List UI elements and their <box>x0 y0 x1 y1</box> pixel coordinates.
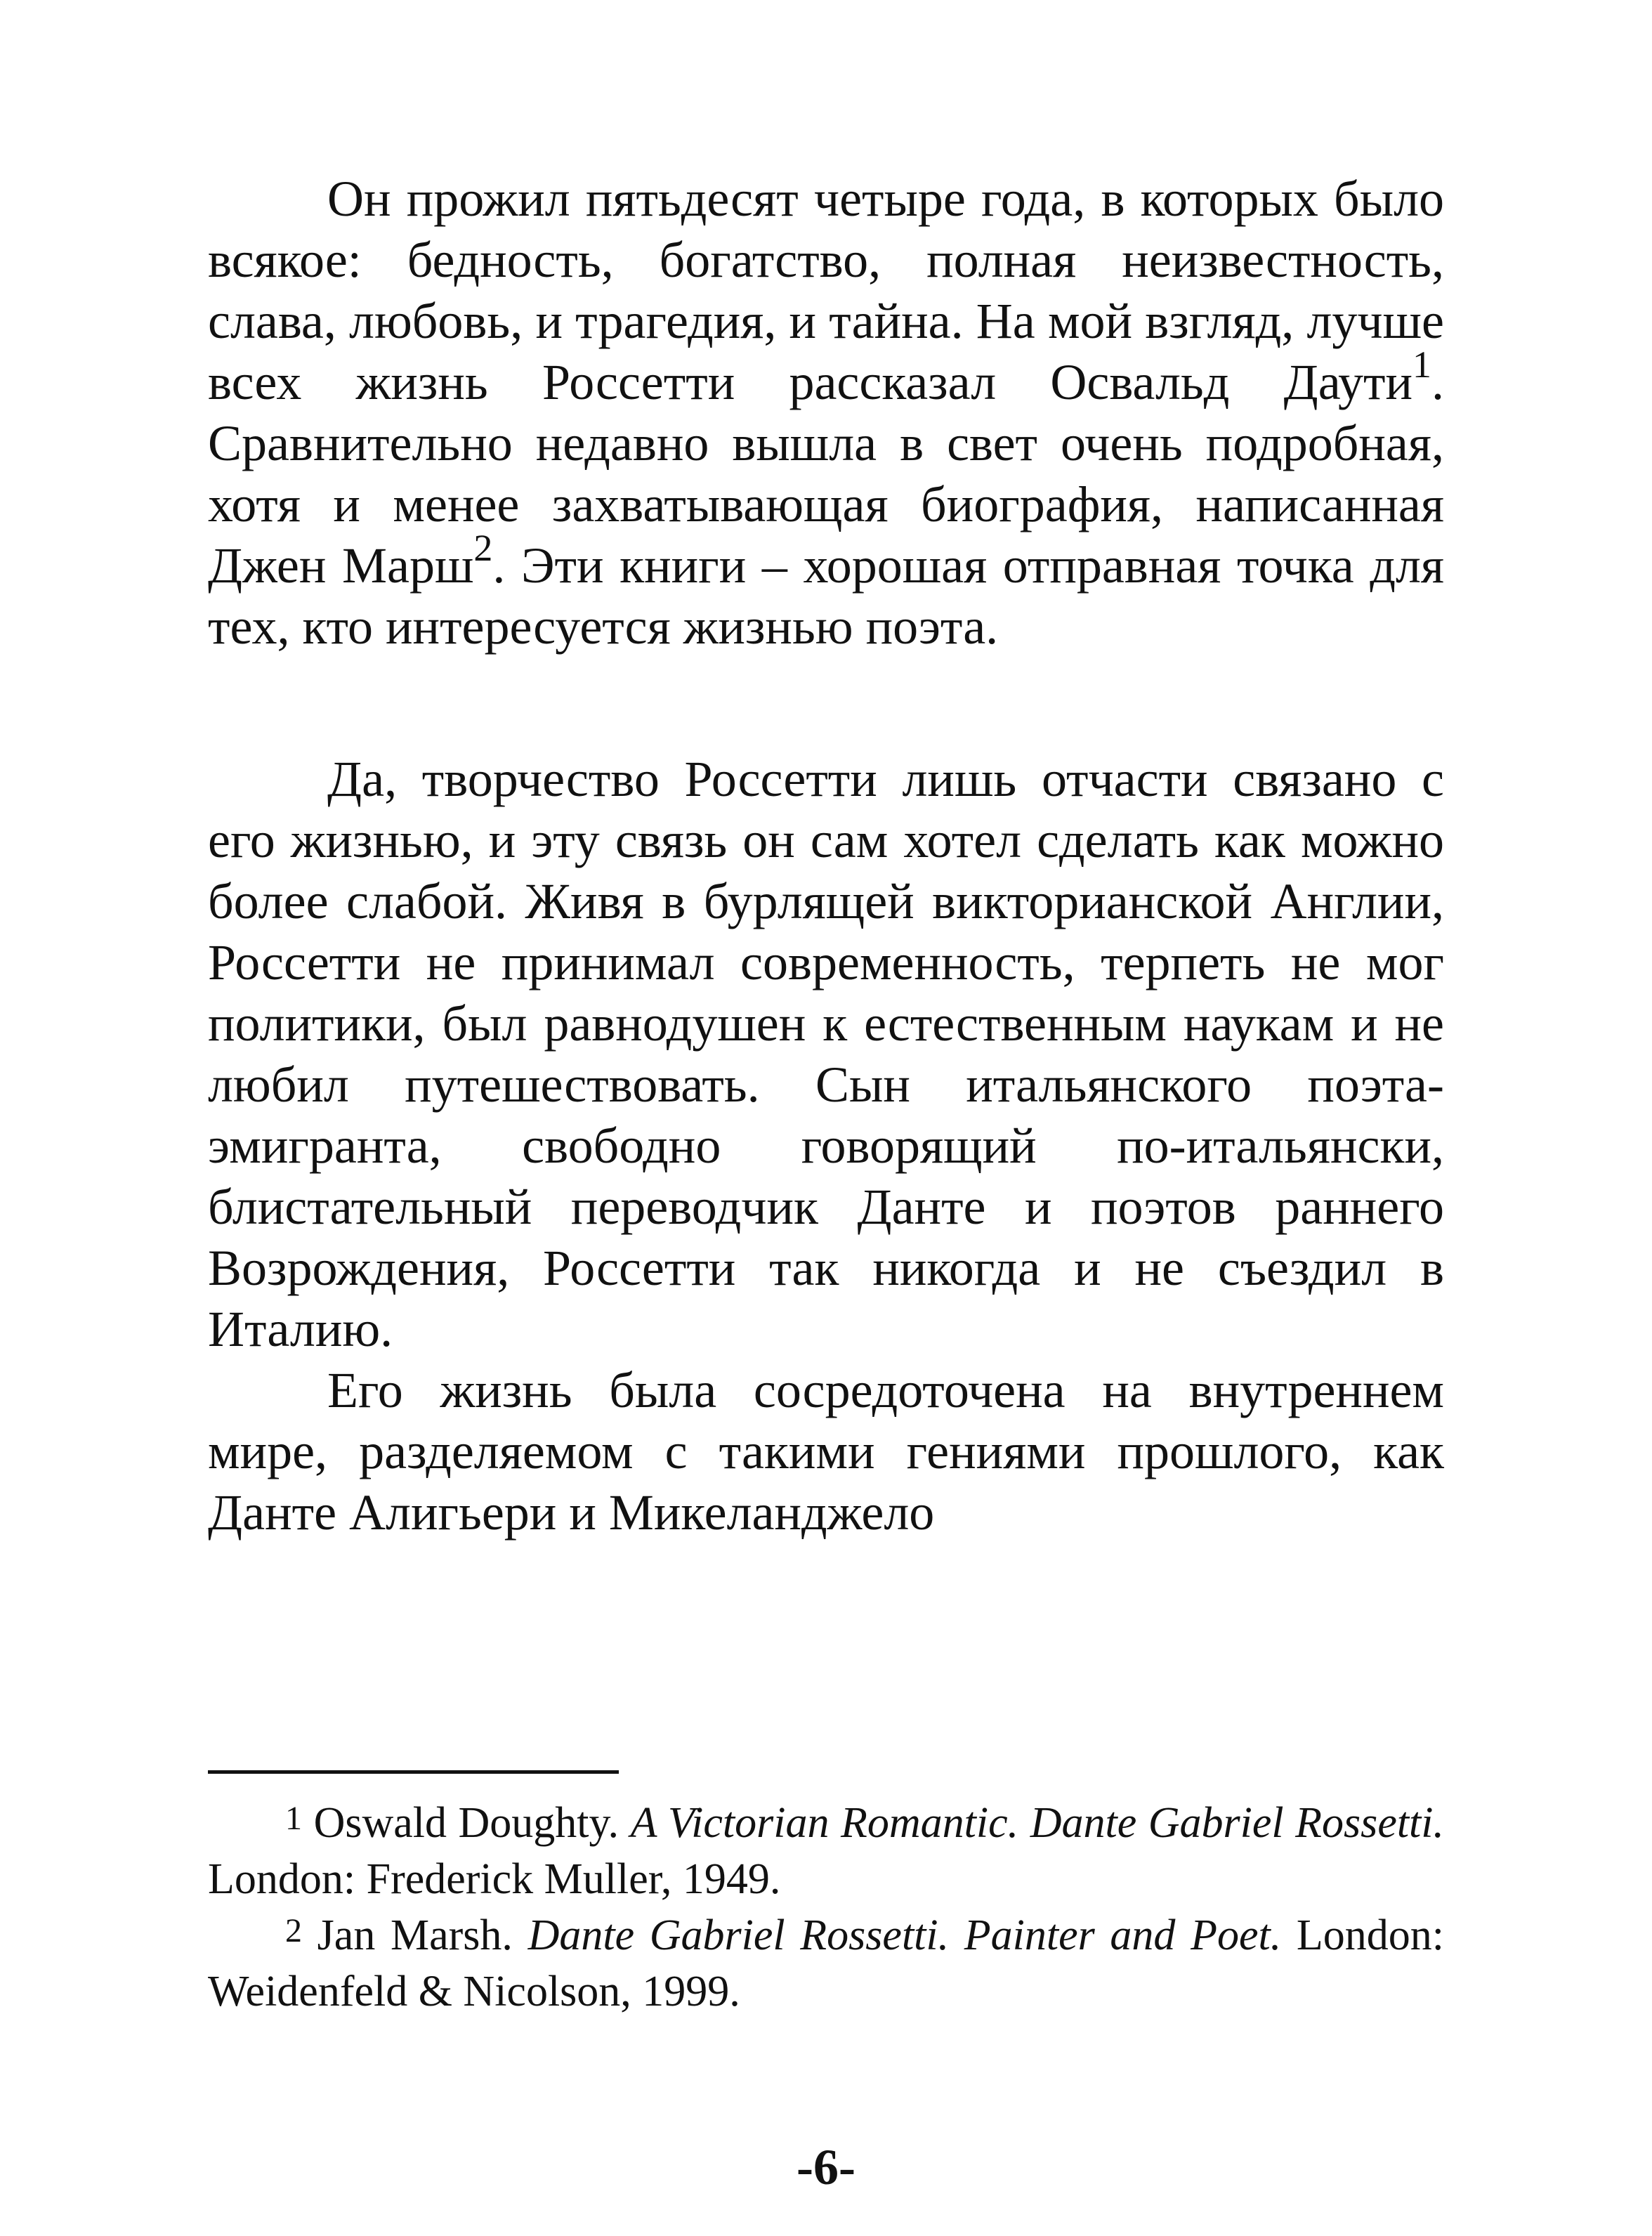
paragraph-1-text-a: Он прожил пятьдесят четыре года, в которых было всякое: бедность, богатство, полная неизвестность, слава, любовь, и трагедия, и тайна. На мой взгляд, лучше всех жизнь Россетти рассказал Освальд Даути <box>208 171 1444 410</box>
footnote-rule <box>208 1770 619 1774</box>
paragraph-1-text-c: . Эти книги – хорошая отправная точка для тех, кто интересуется жизнью поэта. <box>208 537 1444 655</box>
main-text <box>208 169 1444 1543</box>
paragraph-3: Его жизнь была сосредоточена на внутреннем мире, разделяемом с такими гениями прошлого, как Данте Алигьери и Микеланджело <box>208 1362 1444 1541</box>
page-number: -6- <box>796 2139 855 2195</box>
footnote-ref-2: 2 <box>473 527 493 569</box>
paragraph-2: Да, творчество Россетти лишь отчасти связано с его жизнью, и эту связь он сам хотел сделать как можно более слабой. Живя в бурлящей викторианской Англии, Россетти не принимал современность, терпеть не мог политики, был равнодушен к естественным наукам и не любил путешествовать. Сын итальянского поэта-эмигранта, свободно говорящий по-итальянски, блистательный переводчик Данте и поэтов раннего Возрождения, Россетти так никогда и не съездил в Италию. <box>208 751 1444 1357</box>
footnote-2-rest: London: Weidenfeld & Nicolson, 1999. <box>208 1911 1444 2015</box>
paragraph-1-text-b: . Сравнительно недавно вышла в свет очень подробная, хотя и менее захватывающая биография, написанная Джен Марш <box>208 354 1444 594</box>
footnote-2-author: Jan Marsh. <box>317 1911 513 1959</box>
footnote-1-rest: London: Frederick Muller, 1949. <box>208 1855 781 1903</box>
footnote-1-title: A Victorian Romantic. Dante Gabriel Rossetti. <box>630 1799 1445 1847</box>
footnote-1 <box>208 1795 1444 1907</box>
footnotes <box>208 1770 1444 2020</box>
footnote-2-title: Dante Gabriel Rossetti. Painter and Poet. <box>527 1911 1282 1959</box>
footnote-1-mark: 1 <box>285 1800 302 1837</box>
footnote-2 <box>208 1907 1444 2020</box>
footnote-2-mark: 2 <box>285 1912 302 1949</box>
footnote-ref-1: 1 <box>1412 344 1431 386</box>
paragraph-gap <box>208 658 1444 749</box>
paragraph-1 <box>208 169 1444 658</box>
footnote-1-author: Oswald Doughty. <box>313 1799 620 1847</box>
